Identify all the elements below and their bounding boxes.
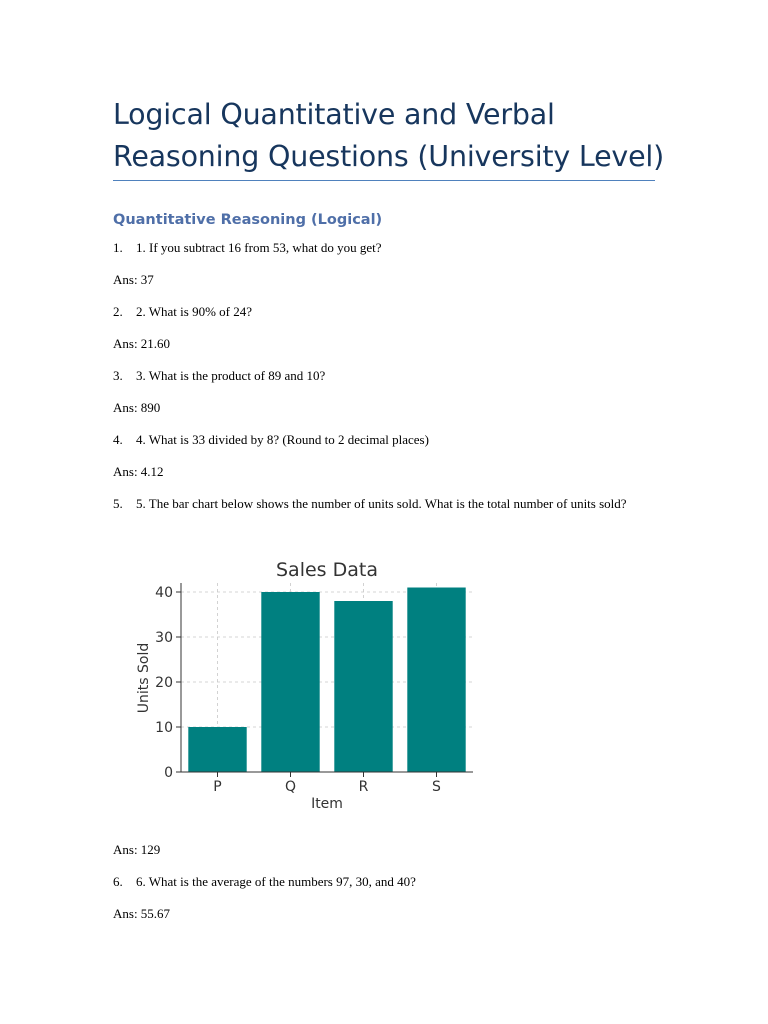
question-text: 2. What is 90% of 24? — [136, 304, 253, 319]
x-tick-label: Q — [284, 779, 297, 795]
x-tick-label: S — [432, 779, 441, 795]
answer-text: Ans: 890 — [113, 400, 161, 415]
answer-text: Ans: 4.12 — [113, 464, 164, 479]
y-tick-label: 20 — [155, 675, 173, 691]
question-text: 5. The bar chart below shows the number of units sold. What is the total number of units sold? — [136, 496, 627, 511]
question-text: 4. What is 33 divided by 8? (Round to 2 decimal places) — [136, 432, 429, 447]
chart-svg — [128, 550, 488, 825]
question-number: 4. — [113, 432, 123, 447]
section-heading: Quantitative Reasoning (Logical) — [113, 212, 383, 228]
question-text: 1. If you subtract 16 from 53, what do you get? — [136, 240, 382, 255]
bar-s — [407, 588, 465, 773]
answer-text: Ans: 55.67 — [113, 906, 171, 921]
y-tick-label: 40 — [155, 585, 173, 601]
question-number: 5. — [113, 496, 123, 511]
title-underline — [113, 180, 655, 181]
question-number: 3. — [113, 368, 123, 383]
question-number: 2. — [113, 304, 123, 319]
answer-text: Ans: 129 — [113, 842, 161, 857]
document-title: Logical Quantitative and Verbal Reasoning Questions (University Level) — [113, 98, 665, 173]
question-number: 1. — [113, 240, 123, 255]
bar-r — [334, 601, 392, 772]
x-tick-label: R — [358, 779, 369, 795]
y-tick-label: 0 — [164, 765, 173, 781]
bar-p — [188, 727, 246, 772]
chart-x-axis-label: Item — [311, 796, 343, 812]
chart-title: Sales Data — [276, 559, 378, 581]
question-number: 6. — [113, 874, 123, 889]
y-tick-label: 10 — [155, 720, 173, 736]
question-text: 6. What is the average of the numbers 97, 30, and 40? — [136, 874, 416, 889]
chart-y-axis-label: Units Sold — [136, 642, 152, 714]
sales-bar-chart — [128, 550, 488, 825]
answer-text: Ans: 21.60 — [113, 336, 171, 351]
bar-q — [261, 592, 319, 772]
question-text: 3. What is the product of 89 and 10? — [136, 368, 326, 383]
answer-text: Ans: 37 — [113, 272, 154, 287]
y-tick-label: 30 — [155, 630, 173, 646]
x-tick-label: P — [213, 779, 222, 795]
chart-bars — [188, 588, 465, 773]
